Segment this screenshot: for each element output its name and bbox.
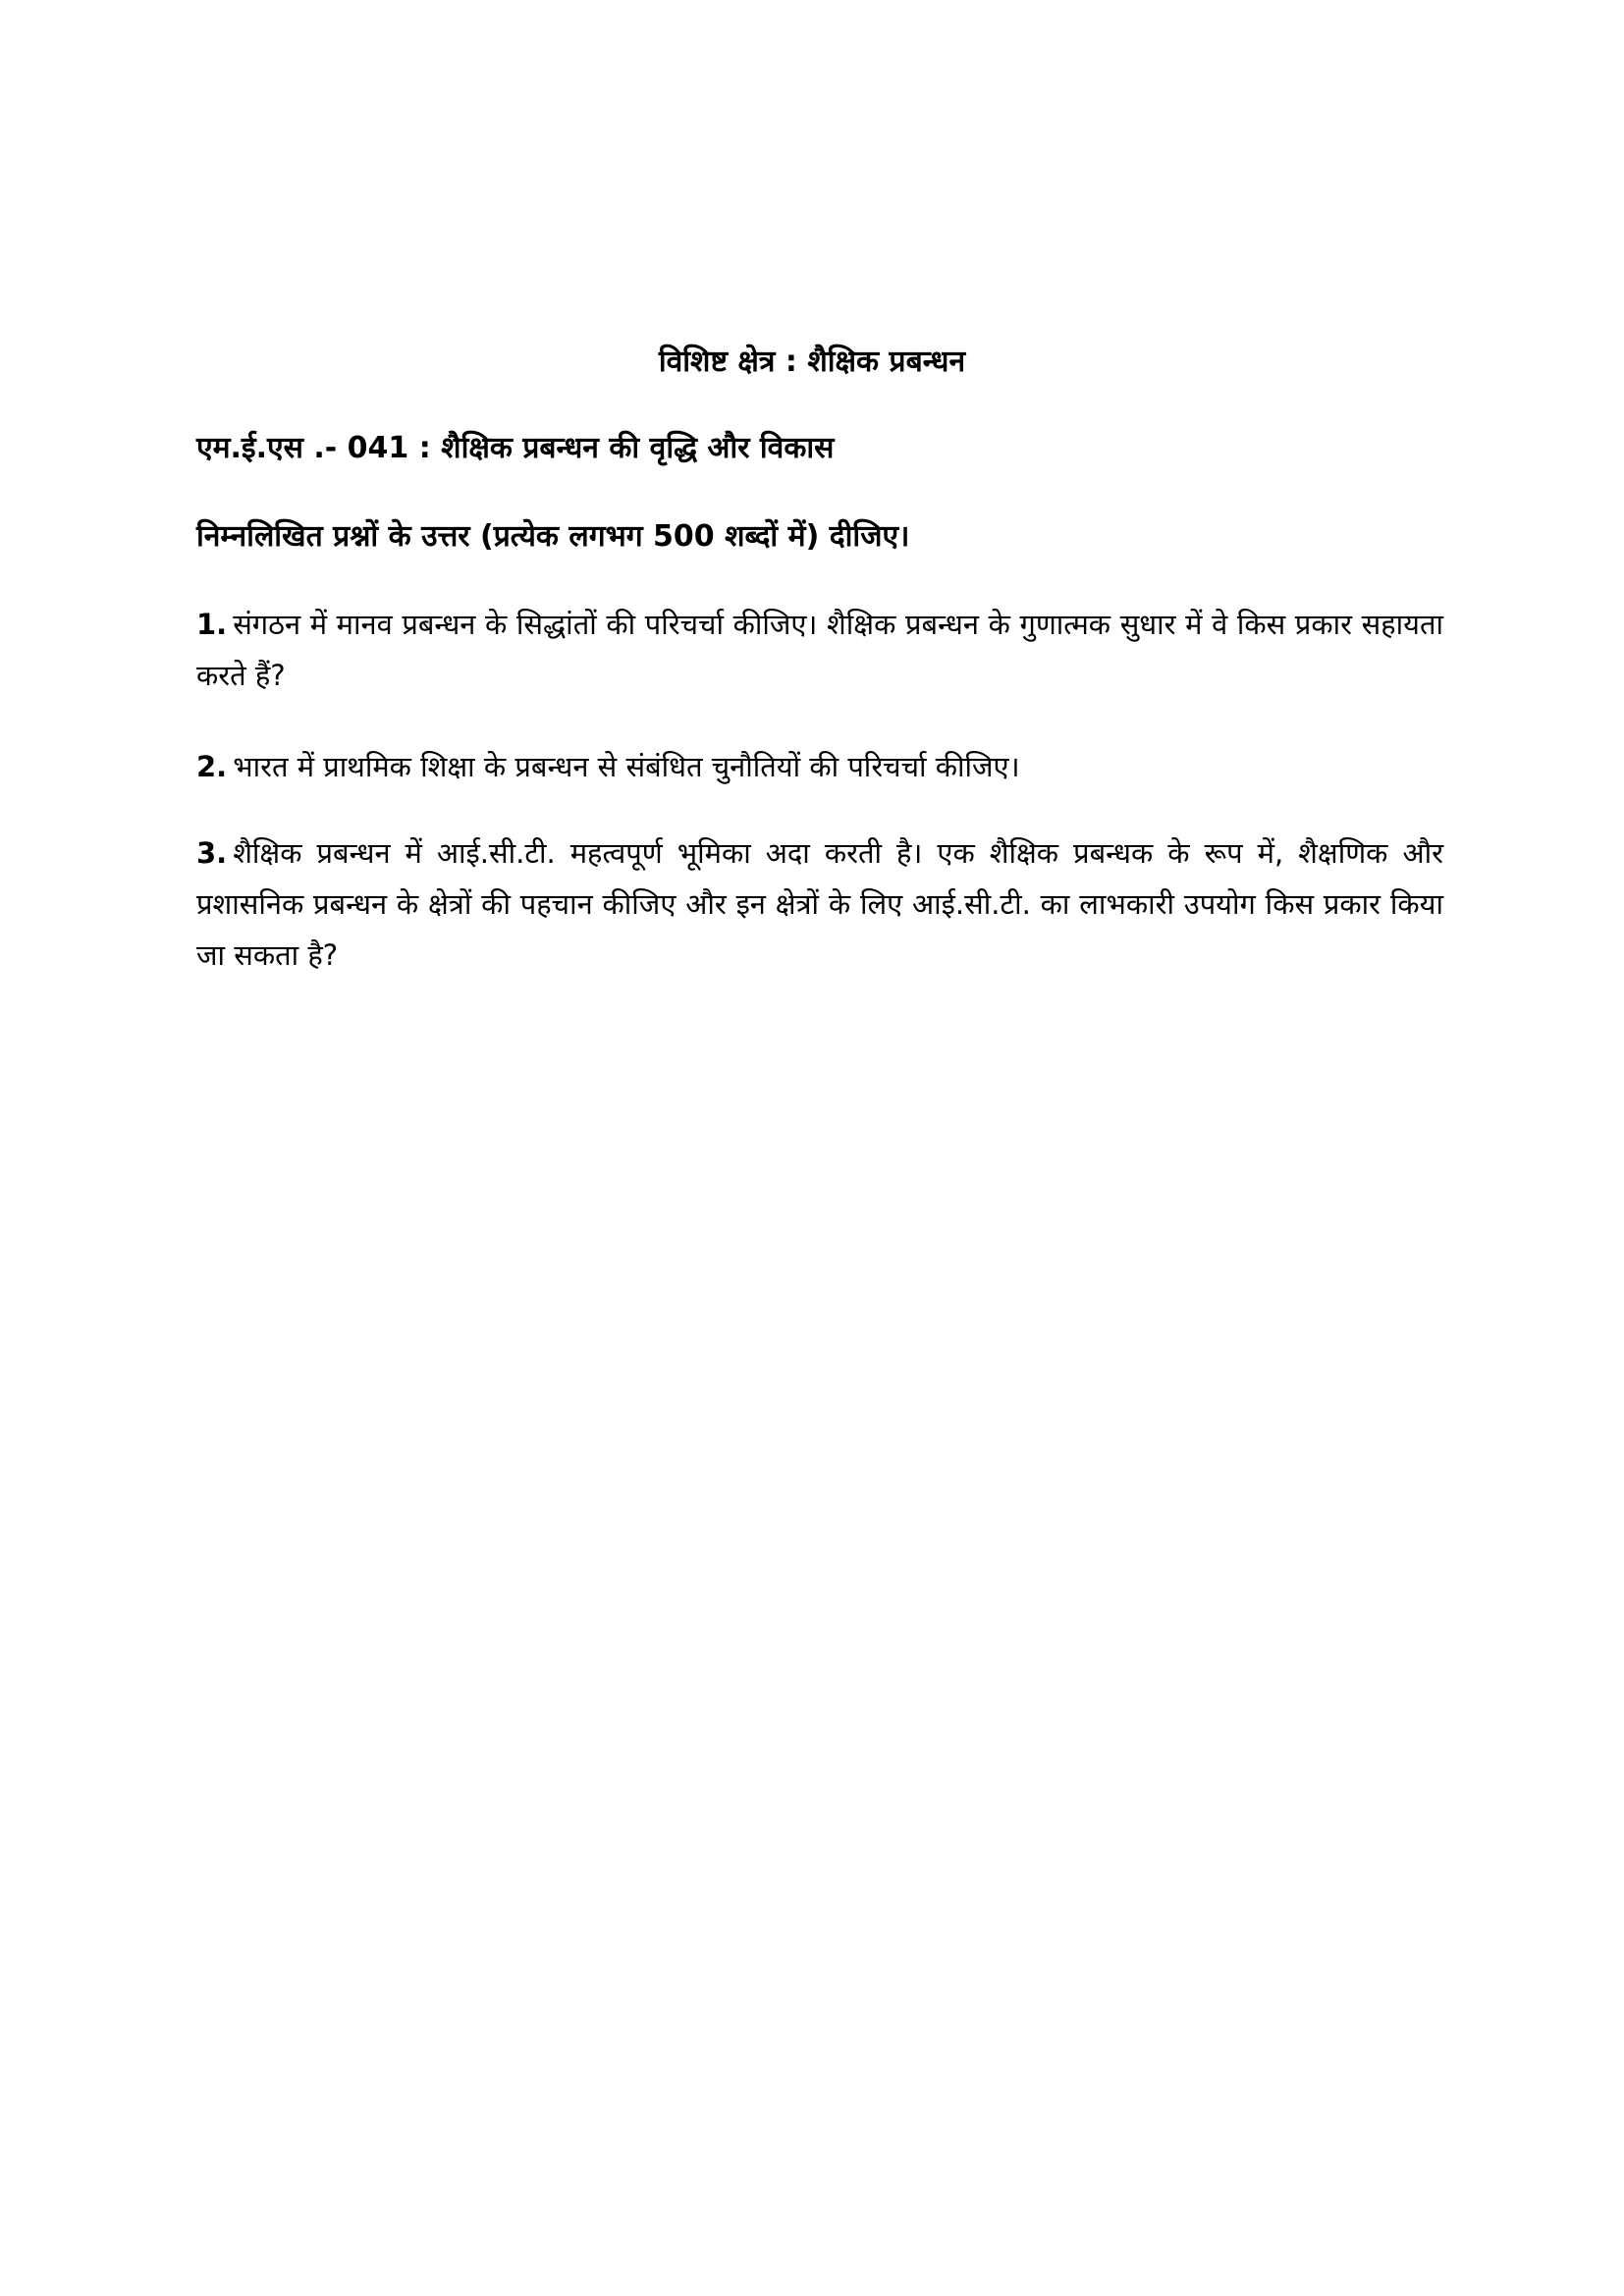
question-3 <box>196 828 1443 981</box>
question-text: भारत में प्राथमिक शिक्षा के प्रबन्धन से संबंधित चुनौतियों की परिचर्चा कीजिए। <box>233 750 1020 783</box>
question-number: 2. <box>196 750 228 783</box>
question-number: 1. <box>196 608 228 641</box>
question-text: संगठन में मानव प्रबन्धन के सिद्धांतों की परिचर्चा कीजिए। शैक्षिक प्रबन्धन के गुणात्मक सुधार में वे किस प्रकार सहायता करते हैं? <box>196 608 1443 692</box>
question-1 <box>196 599 1443 701</box>
document-title: विशिष्ट क्षेत्र : शैक्षिक प्रबन्धन <box>658 345 966 379</box>
question-number: 3. <box>196 836 228 870</box>
question-text: शैक्षिक प्रबन्धन में आई.सी.टी. महत्वपूर्ण भूमिका अदा करती है। एक शैक्षिक प्रबन्धक के रूप में, शैक्षणिक और प्रशासनिक प्रबन्धन के क्षेत्रों की पहचान कीजिए और इन क्षेत्रों के लिए आई.सी.टी. का लाभकारी उपयोग किस प्रकार किया जा सकता है? <box>196 836 1443 972</box>
course-heading: एम.ई.एस .- 041 : शैक्षिक प्रबन्धन की वृद्धि और विकास <box>196 431 835 465</box>
question-2 <box>196 741 1443 792</box>
answer-instruction: निम्नलिखित प्रश्नों के उत्तर (प्रत्येक लगभग 500 शब्दों में) दीजिए। <box>196 519 910 554</box>
